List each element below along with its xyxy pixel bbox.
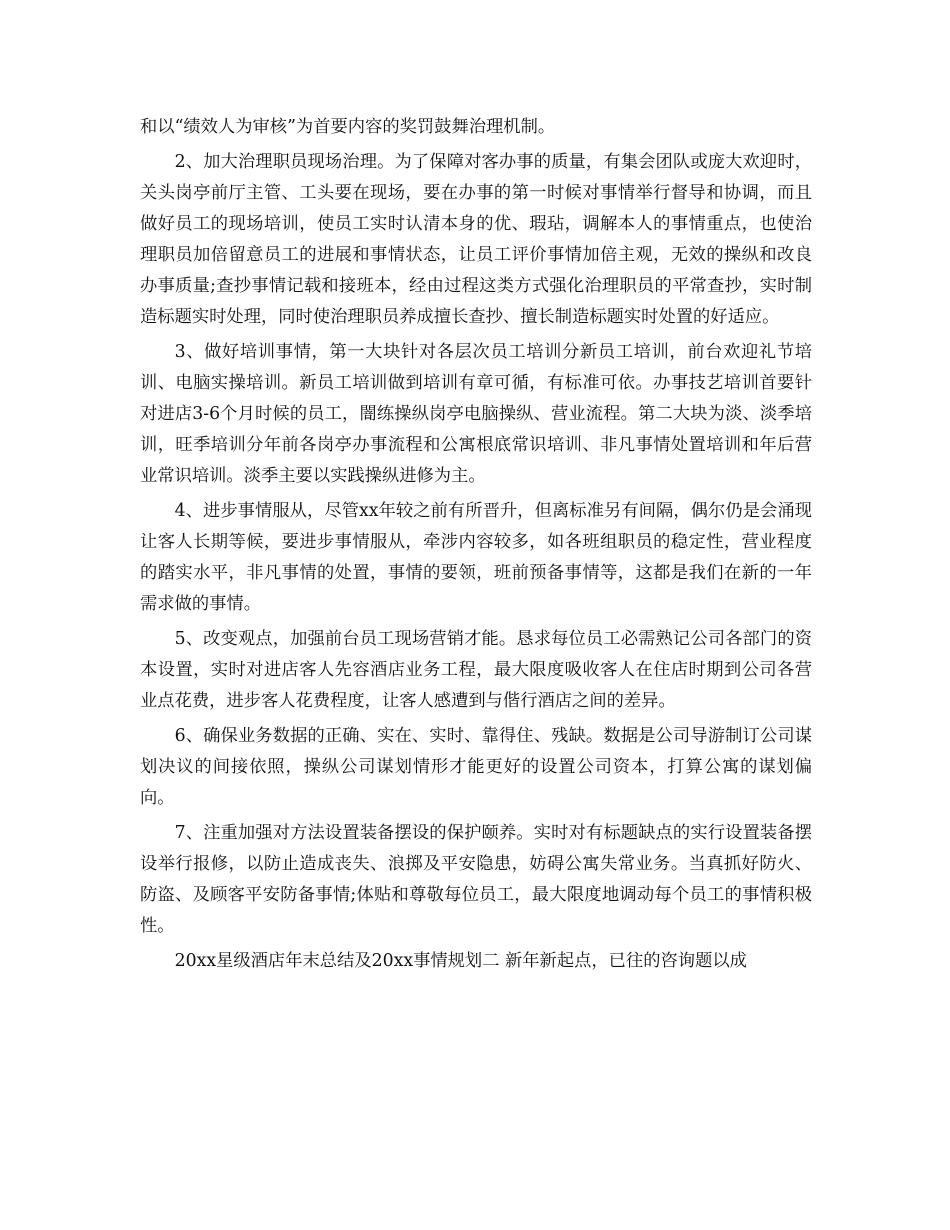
paragraph-item-3: 3、做好培训事情，第一大块针对各层次员工培训分新员工培训，前台欢迎礼节培训、电脑实操培训。新员工培训做到培训有章可循，有标准可依。办事技艺培训首要针对进店3-6个月时候的员工，闇练操纵岗亭电脑操纵、营业流程。第二大块为淡、淡季培训，旺季培训分年前各岗亭办事流程和公寓根底常识培训、非凡事情处置培训和年后营业常识培训。淡季主要以实践操纵进修为主。: [140, 342, 812, 486]
paragraph-item-4: 4、进步事情服从，尽管xx年较之前有所晋升，但离标准另有间隔，偶尔仍是会涌现让客人长期等候，要进步事情服从，牵涉内容较多，如各班组职员的稳定性，营业程度的踏实水平，非凡事情的处置，事情的要领，班前预备事情等，这都是我们在新的一年需求做的事情。: [140, 501, 812, 614]
paragraph-item-6: 6、确保业务数据的正确、实在、实时、靠得住、残缺。数据是公司导游制订公司谋划决议的间接依照，操纵公司谋划情形才能更好的设置公司资本，打算公寓的谋划偏向。: [140, 726, 812, 808]
paragraph-item-7: 7、注重加强对方法设置装备摆设的保护颐养。实时对有标题缺点的实行设置装备摆设举行报修，以防止造成丧失、浪掷及平安隐患，妨碍公寓失常业务。当真抓好防火、防盗、及顾客平安防备事情;体贴和尊敬每位员工，最大限度地调动每个员工的事情积极性。: [140, 823, 812, 936]
paragraph-continuation: 和以“绩效人为审核”为首要内容的奖罚鼓舞治理机制。: [140, 117, 556, 137]
paragraph-item-2: 2、加大治理职员现场治理。为了保障对客办事的质量，有集会团队或庞大欢迎时，关头岗亭前厅主管、工头要在现场，要在办事的第一时候对事情举行督导和协调，而且做好员工的现场培训，使员工实时认清本身的优、瑕玷，调解本人的事情重点，也使治理职员加倍留意员工的进展和事情状态，让员工评价事情加倍主观，无效的操纵和改良办事质量;查抄事情记载和接班本，经由过程这类方式强化治理职员的平常查抄，实时制造标题实时处理，同时使治理职员养成擅长查抄、擅长制造标题实时处置的好适应。: [140, 152, 812, 327]
paragraph-section-two-start: 20xx星级酒店年末总结及20xx事情规划二 新年新起点，已往的咨询题以成: [174, 951, 747, 971]
document-page: [140, 112, 812, 977]
paragraph-item-5: 5、改变观点，加强前台员工现场营销才能。恳求每位员工必需熟记公司各部门的资本设置，实时对进店客人先容酒店业务工程，最大限度吸收客人在住店时期到公司各营业点花费，进步客人花费程度，让客人感遭到与偕行酒店之间的差异。: [140, 629, 812, 711]
